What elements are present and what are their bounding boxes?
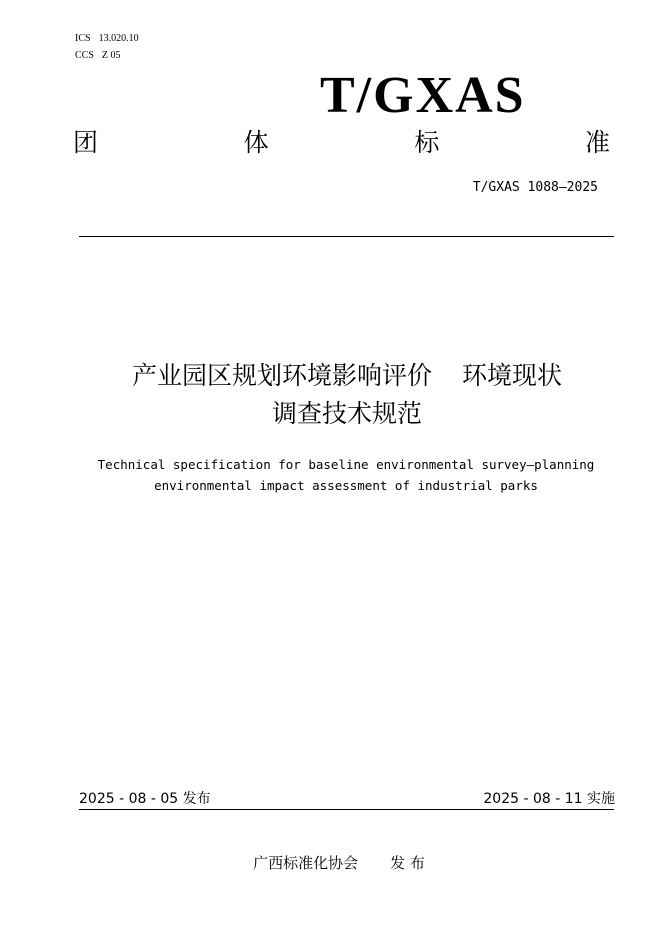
standard-type-char: 团 [73, 128, 99, 157]
english-title-line-1: Technical specification for baseline environmental survey—planning [97, 457, 595, 472]
ics-label: ICS [75, 33, 91, 44]
standard-brand-mark: T/GXAS [320, 67, 526, 124]
ccs-code: Z 05 [101, 50, 121, 61]
standard-number: T/GXAS 1088—2025 [472, 180, 598, 195]
ccs-code-line [75, 50, 121, 62]
ics-code: 13.020.10 [98, 33, 139, 44]
chinese-title-line-1 [60, 358, 634, 394]
publisher-name: 广西标准化协会 [253, 854, 359, 872]
standard-type-heading [73, 126, 610, 160]
chinese-title-part-1: 产业园区规划环境影响评价 [131, 361, 432, 390]
standard-type-char: 标 [414, 128, 440, 157]
footer-divider [79, 809, 614, 810]
english-title-line-2: environmental impact assessment of industrial parks [154, 478, 538, 493]
implementation-date: 2025 - 08 - 11 实施 [483, 791, 615, 807]
publish-action: 发 布 [390, 854, 425, 872]
standard-type-char: 体 [243, 128, 269, 157]
chinese-title-part-2: 环境现状 [462, 361, 563, 390]
publisher-line [0, 853, 662, 873]
date-row [79, 787, 615, 809]
ccs-label: CCS [75, 50, 94, 61]
issue-date: 2025 - 08 - 05 发布 [79, 791, 211, 807]
header-divider [79, 236, 614, 237]
chinese-title-line-2: 调查技术规范 [271, 399, 422, 428]
standard-type-char: 准 [584, 128, 610, 157]
ics-code-line [75, 33, 139, 45]
